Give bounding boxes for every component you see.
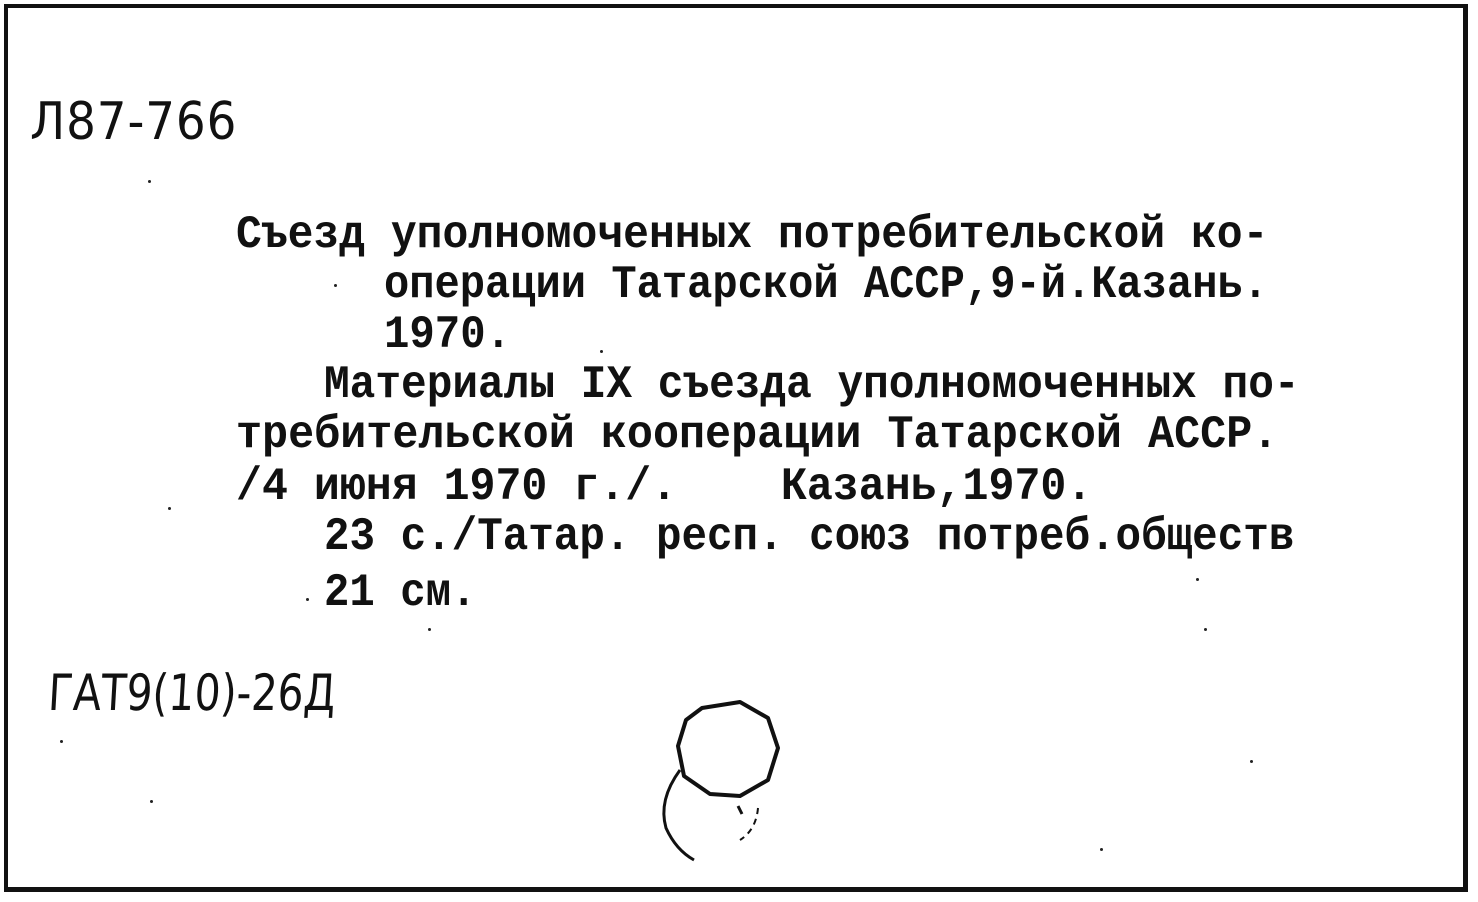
speck — [168, 507, 171, 510]
speck — [1250, 760, 1253, 763]
shelfmark: Л87-766 — [30, 92, 238, 152]
speck — [1204, 628, 1207, 631]
speck — [60, 740, 63, 743]
punched-hole-stamp — [640, 690, 800, 870]
entry-line-1: Съезд уполномоченных потребительской ко- — [236, 209, 1269, 261]
entry-line-7: 23 с./Татар. респ. союз потреб.обществ — [324, 511, 1295, 563]
speck — [428, 628, 431, 631]
speck — [334, 284, 337, 287]
entry-line-3: 1970. — [384, 309, 511, 361]
speck — [1100, 848, 1103, 851]
speck — [306, 598, 309, 601]
speck — [1196, 578, 1199, 581]
entry-line-4: Материалы IX съезда уполномоченных по- — [324, 359, 1300, 411]
speck — [600, 350, 603, 353]
speck — [150, 800, 153, 803]
handwritten-call-number: ГАТ9(10)-26Д — [46, 664, 338, 722]
entry-line-2: операции Татарской АССР,9-й.Казань. — [384, 259, 1269, 311]
entry-line-8: 21 см. — [324, 567, 477, 619]
entry-line-5: требительской кооперации Татарской АССР. — [236, 409, 1279, 461]
entry-line-6: /4 июня 1970 г./. Казань,1970. — [236, 461, 1093, 513]
speck — [148, 180, 151, 183]
